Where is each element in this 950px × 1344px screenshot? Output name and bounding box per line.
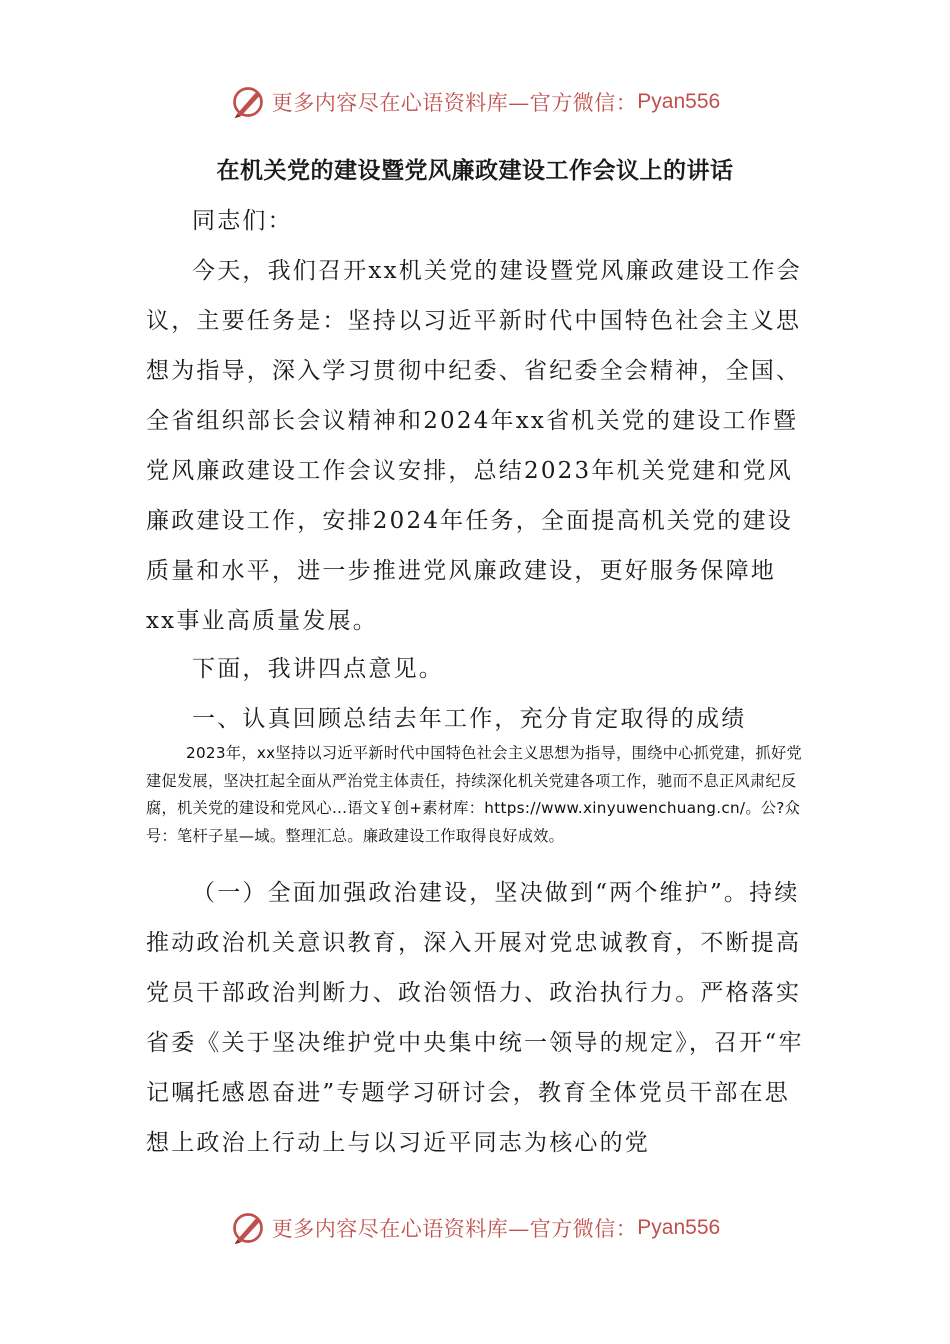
pen-logo-icon	[230, 1210, 266, 1246]
intro-paragraph: 今天，我们召开xx机关党的建设暨党风廉政建设工作会议，主要任务是：坚持以习近平新时代中国特色社会主义思想为指导，深入学习贯彻中纪委、省纪委全会精神，全国、全省组织部长会议精神和2024年xx省机关党的建设工作暨党风廉政建设工作会议安排，总结2023年机关党建和党风廉政建设工作，安排2024年任务，全面提高机关党的建设质量和水平，进一步推进党风廉政建设，更好服务保障地xx事业高质量发展。	[146, 258, 802, 634]
header-banner	[0, 82, 950, 122]
banner-wechat-id: Pyan556	[637, 90, 721, 113]
footer-banner	[0, 1208, 950, 1248]
banner-wechat-id: Pyan556	[637, 1216, 721, 1239]
transition-paragraph: 下面，我讲四点意见。	[192, 656, 444, 682]
section-heading-1: 一、认真回顾总结去年工作，充分肯定取得的成绩	[192, 706, 747, 732]
small-print-paragraph: 2023年，xx坚持以习近平新时代中国特色社会主义思想为指导，围绕中心抓党建，抓好党建促发展，坚决扛起全面从严治党主体责任，持续深化机关党建各项工作，驰而不息正风肃纪反腐，机关党的建设和党风心…语文￥创+素材库：https://www.xinyuwenchuang.cn/。公?众号：笔杆子星—域。整理汇总。廉政建设工作取得良好成效。	[146, 744, 802, 845]
salutation: 同志们：	[192, 208, 293, 234]
banner-text: 更多内容尽在心语资料库—官方微信：	[271, 91, 638, 115]
document-title: 在机关党的建设暨党风廉政建设工作会议上的讲话	[216, 157, 734, 184]
banner-text: 更多内容尽在心语资料库—官方微信：	[271, 1217, 638, 1241]
pen-logo-icon	[230, 84, 266, 120]
section-1-paragraph: （一）全面加强政治建设，坚决做到“两个维护”。持续推动政治机关意识教育，深入开展对党忠诚教育，不断提高党员干部政治判断力、政治领悟力、政治执行力。严格落实省委《关于坚决维护党中央集中统一领导的规定》，召开“牢记嘱托感恩奋进”专题学习研讨会，教育全体党员干部在思想上政治上行动上与以习近平同志为核心的党	[146, 880, 804, 1156]
